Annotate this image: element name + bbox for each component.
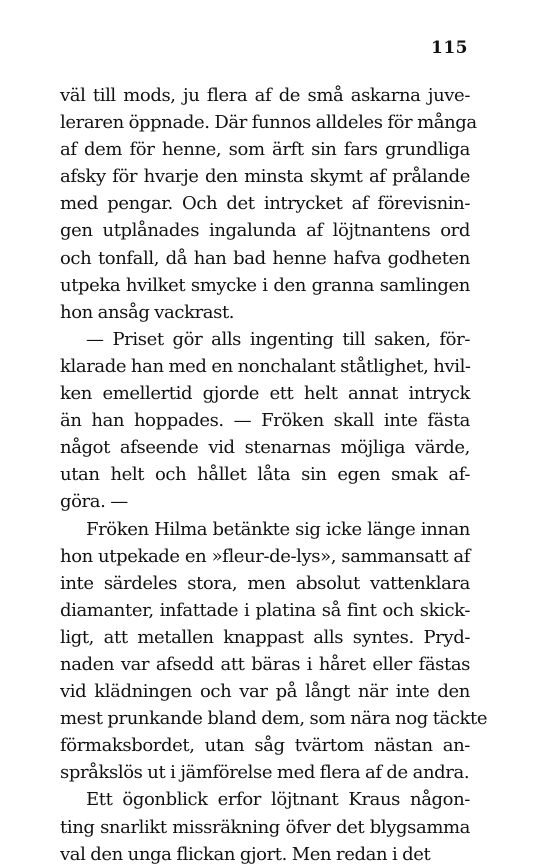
page-number: 115 — [431, 38, 468, 58]
text-line: ken emellertid gjorde ett helt annat intryck — [60, 383, 470, 405]
paragraph — [60, 786, 470, 867]
text-line: och tonfall, då han bad henne hafva godheten — [60, 247, 470, 269]
text-line: hon ansåg vackrast. — [60, 301, 235, 323]
text-line: gen utplånades ingalunda af löjtnantens ord — [60, 220, 470, 242]
text-line: Fröken Hilma betänkte sig icke länge innan — [86, 518, 470, 540]
text-line: val den unga flickan gjort. Men redan i det — [60, 843, 431, 865]
text-line: förmaksbordet, utan såg tvärtom nästan an- — [60, 735, 470, 757]
text-line: utpeka hvilket smycke i den granna samlingen — [60, 274, 470, 296]
paragraph — [60, 82, 477, 326]
text-line: af dem för henne, som ärft sin fars grundliga — [60, 139, 470, 161]
text-line: ting snarlikt missräkning öfver det blygsamma — [60, 816, 470, 838]
text-line: naden var afsedd att bäras i håret eller fästas — [60, 653, 470, 675]
text-line: inte särdeles stora, men absolut vattenklara — [60, 572, 470, 594]
text-line: hon utpekade en »fleur-de-lys», sammansatt af — [60, 545, 470, 567]
text-line: vid klädningen och var på långt när inte den — [60, 681, 470, 703]
text-line: med pengar. Och det intrycket af förevisnin- — [60, 193, 470, 215]
text-line: än han hoppades. — Fröken skall inte fästa — [60, 410, 470, 432]
text-line: leraren öppnade. Där funnos alldeles för många — [60, 112, 477, 134]
text-line: afsky för hvarje den minsta skymt af prålande — [60, 166, 470, 188]
text-line: något afseende vid stenarnas möjliga värde, — [60, 437, 470, 459]
text-line: ligt, att metallen knappast alls syntes. Pryd- — [60, 626, 470, 648]
text-line: diamanter, infattade i platina så fint och skick- — [60, 599, 470, 621]
text-line: klarade han med en nonchalant ståtlighet, hvil- — [60, 355, 471, 377]
body-text — [60, 82, 488, 868]
text-line: väl till mods, ju flera af de små askarna juve- — [60, 85, 470, 106]
paragraph — [60, 516, 488, 787]
text-line: språkslös ut i jämförelse med flera af de andra. — [60, 762, 470, 784]
text-line: göra. — — [60, 491, 128, 513]
text-line: Ett ögonblick erfor löjtnant Kraus någon- — [86, 789, 470, 811]
text-line: — Priset gör alls ingenting till saken, för- — [86, 328, 470, 350]
text-line: mest prunkande bland dem, som nära nog täckte — [60, 708, 488, 730]
paragraph — [60, 326, 470, 516]
text-line: utan helt och hållet låta sin egen smak af- — [60, 464, 470, 486]
